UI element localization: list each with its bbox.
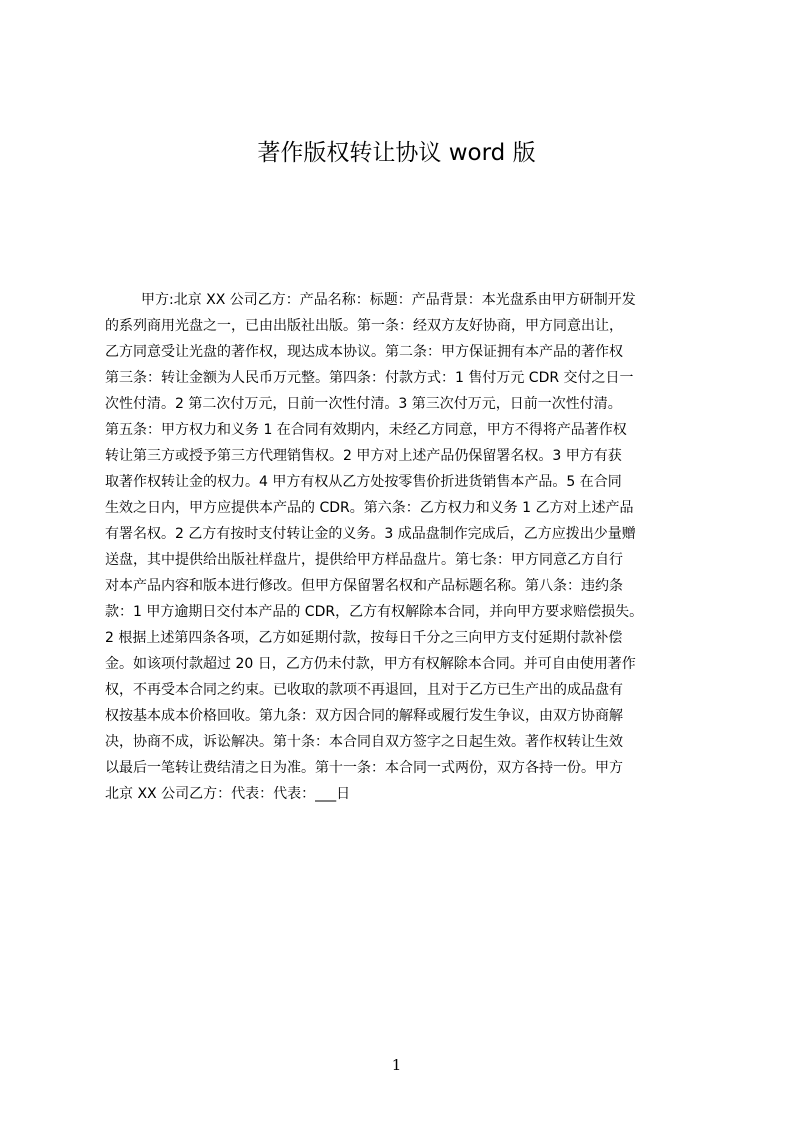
body-line: 有署名权。2 乙方有按时支付转让金的义务。3 成品盘制作完成后，乙方应拨出少量赠 <box>105 526 636 542</box>
body-line: 金。如该项付款超过 20 日，乙方仍未付款，甲方有权解除本合同。并可自由使用著作 <box>105 656 636 672</box>
body-line: 2 根据上述第四条各项，乙方如延期付款，按每日千分之三向甲方支付延期付款补偿 <box>105 630 623 646</box>
page-number: 1 <box>391 1056 402 1074</box>
body-line: 决，协商不成，诉讼解决。第十条：本合同自双方签字之日起生效。著作权转让生效 <box>105 734 623 750</box>
body-line: 权，不再受本合同之约束。已收取的款项不再退回，且对于乙方已生产出的成品盘有 <box>105 682 623 698</box>
body-line: 第三条：转让金额为人民币万元整。第四条：付款方式：1 售付万元 CDR 交付之日一 <box>105 370 634 386</box>
agreement-body <box>105 287 697 807</box>
body-line: 次性付清。2 第二次付万元，日前一次性付清。3 第三次付万元，日前一次性付清。 <box>105 396 622 412</box>
body-line: 生效之日内，甲方应提供本产品的 CDR。第六条：乙方权力和义务 1 乙方对上述产品 <box>105 500 634 516</box>
body-line: 乙方同意受让光盘的著作权，现达成本协议。第二条：甲方保证拥有本产品的著作权 <box>105 344 623 360</box>
body-line: 取著作权转让金的权力。4 甲方有权从乙方处按零售价折进货销售本产品。5 在合同 <box>105 474 622 490</box>
document-title: 著作版权转让协议 word 版 <box>257 140 536 166</box>
body-line: 甲方:北京 XX 公司乙方：产品名称：标题：产品背景：本光盘系由甲方研制开发 <box>141 292 636 308</box>
body-line: 权按基本成本价格回收。第九条：双方因合同的解释或履行发生争议，由双方协商解 <box>105 708 623 724</box>
body-line: 北京 XX 公司乙方：代表：代表：___日 <box>105 786 351 802</box>
body-line: 送盘，其中提供给出版社样盘片，提供给甲方样品盘片。第七条：甲方同意乙方自行 <box>105 552 623 568</box>
body-line: 的系列商用光盘之一，已由出版社出版。第一条：经双方友好协商，甲方同意出让， <box>105 318 623 334</box>
body-line: 第五条：甲方权力和义务 1 在合同有效期内，未经乙方同意，甲方不得将产品著作权 <box>105 422 627 438</box>
body-line: 以最后一笔转让费结清之日为准。第十一条：本合同一式两份，双方各持一份。甲方 <box>105 760 623 776</box>
body-line: 转让第三方或授予第三方代理销售权。2 甲方对上述产品仍保留署名权。3 甲方有获 <box>105 448 622 464</box>
body-line: 款：1 甲方逾期日交付本产品的 CDR，乙方有权解除本合同，并向甲方要求赔偿损失。 <box>105 604 644 620</box>
body-line: 对本产品内容和版本进行修改。但甲方保留署名权和产品标题名称。第八条：违约条 <box>105 578 623 594</box>
